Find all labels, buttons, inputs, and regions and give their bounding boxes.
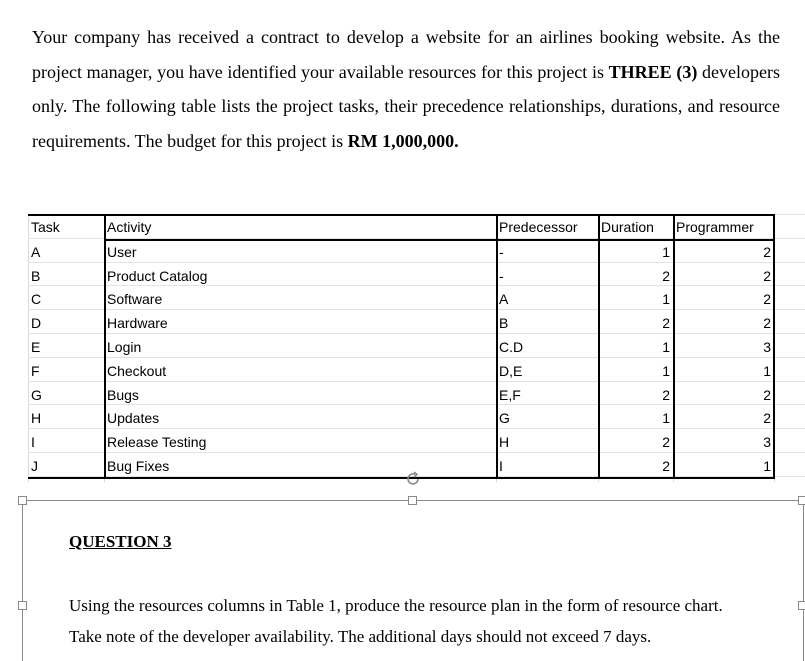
cell-task: A (31, 243, 41, 260)
question-text (69, 590, 781, 652)
cell-task: F (31, 362, 40, 379)
cell-task: H (31, 410, 42, 427)
cell-predecessor: - (499, 267, 504, 284)
resize-handle-top-right[interactable] (798, 496, 805, 505)
resize-handle-middle-right[interactable] (798, 601, 805, 610)
cell-predecessor: E,F (499, 386, 521, 403)
cell-duration: 1 (662, 243, 670, 260)
header-duration: Duration (601, 219, 654, 235)
cell-duration: 2 (662, 386, 670, 403)
cell-duration: 1 (662, 291, 670, 308)
intro-text-1: Your company has received a contract to develop a website for an airlines booking website. As the project manager, you have identified your available resources for this project is (32, 27, 780, 82)
cell-activity: User (107, 243, 137, 260)
question-line-2: Take note of the developer availability. The additional days should not exceed 7 days. (69, 627, 652, 646)
cell-programmer: 2 (763, 410, 771, 427)
cell-predecessor: H (499, 434, 510, 451)
cell-activity: Product Catalog (107, 267, 208, 284)
cell-activity: Release Testing (107, 434, 207, 451)
cell-duration: 2 (662, 458, 670, 474)
intro-paragraph (32, 20, 780, 158)
task-table (28, 214, 805, 482)
cell-programmer: 2 (763, 243, 771, 260)
header-programmer: Programmer (676, 219, 754, 235)
cell-predecessor: D,E (499, 362, 523, 379)
rotate-handle-icon[interactable] (404, 470, 422, 488)
cell-duration: 2 (662, 267, 670, 284)
cell-predecessor: G (499, 410, 510, 427)
intro-developers-count: THREE (3) (608, 61, 698, 82)
cell-activity: Updates (107, 410, 160, 427)
cell-programmer: 1 (763, 458, 771, 474)
resize-handle-top-center[interactable] (408, 496, 417, 505)
cell-task: G (31, 386, 42, 403)
header-activity: Activity (107, 219, 152, 235)
cell-programmer: 1 (763, 362, 771, 379)
question-line-1: Using the resources columns in Table 1, produce the resource plan in the form of resource chart. (69, 596, 723, 615)
cell-task: B (31, 267, 41, 284)
cell-programmer: 2 (763, 386, 771, 403)
cell-activity: Bugs (107, 386, 139, 403)
intro-budget: RM 1,000,000. (347, 130, 459, 151)
cell-task: C (31, 291, 42, 308)
cell-duration: 1 (662, 339, 670, 355)
cell-duration: 2 (662, 315, 670, 332)
cell-programmer: 3 (763, 434, 771, 451)
header-predecessor: Predecessor (499, 219, 578, 235)
cell-predecessor: B (499, 315, 509, 332)
intro-text-2: developers only. The following table lists the project tasks, their precedence relationships, durations, and resource requirements. The budget for this project is (32, 61, 781, 151)
resize-handle-top-left[interactable] (18, 496, 27, 505)
cell-programmer: 3 (763, 339, 771, 355)
question-heading: QUESTION 3 (69, 532, 172, 551)
cell-activity: Login (107, 339, 142, 355)
cell-activity: Hardware (107, 315, 168, 332)
cell-task: I (31, 434, 35, 451)
cell-duration: 1 (662, 362, 670, 379)
cell-duration: 2 (662, 434, 670, 451)
cell-programmer: 2 (763, 315, 771, 332)
resize-handle-middle-left[interactable] (18, 601, 27, 610)
cell-predecessor: - (499, 243, 504, 260)
cell-programmer: 2 (763, 291, 771, 308)
cell-predecessor: C.D (499, 339, 524, 355)
cell-activity: Checkout (107, 362, 167, 379)
cell-predecessor: I (499, 458, 503, 474)
header-task: Task (31, 219, 60, 235)
cell-activity: Bug Fixes (107, 458, 170, 474)
cell-task: J (31, 458, 38, 474)
cell-duration: 1 (662, 410, 670, 427)
cell-task: E (31, 339, 41, 355)
cell-activity: Software (107, 291, 163, 308)
cell-task: D (31, 315, 42, 332)
cell-predecessor: A (499, 291, 509, 308)
cell-programmer: 2 (763, 267, 771, 284)
